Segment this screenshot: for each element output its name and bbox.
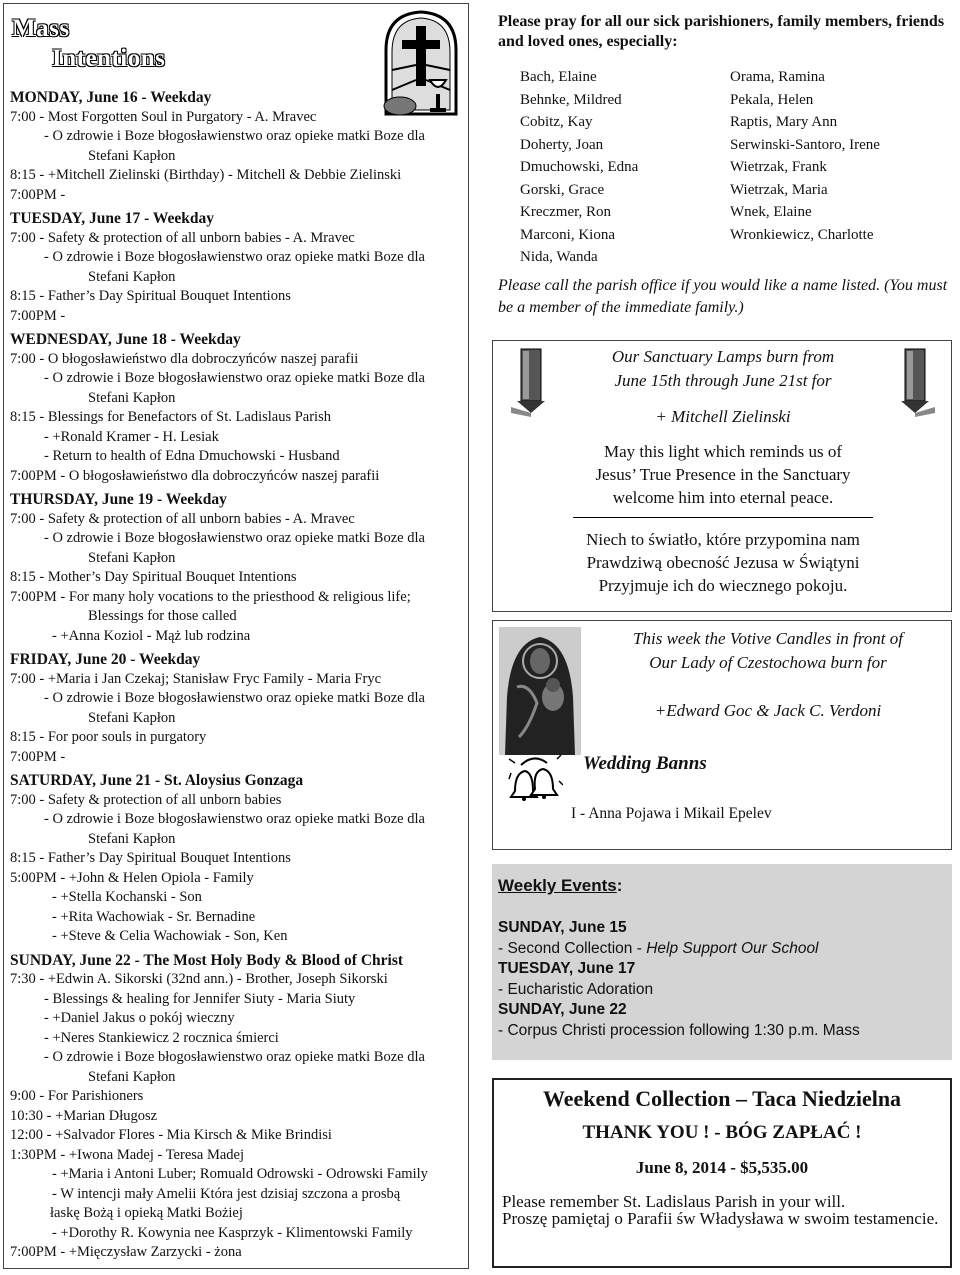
mass-intention-line: 7:00PM - +Mięczysław Zarzycki - żona — [10, 1244, 242, 1260]
event-item — [498, 939, 946, 960]
prayer-name: Gorski, Grace — [520, 181, 605, 198]
lamps-name: + Mitchell Zielinski — [655, 407, 791, 426]
mass-intention-line: - +Stella Kochanski - Son — [52, 889, 202, 905]
mass-intention-line: - +Neres Stankiewicz 2 rocznica śmierci — [44, 1029, 279, 1046]
mass-intention-line: 10:30 - +Marian Długosz — [10, 1107, 158, 1124]
weekly-title-colon: : — [616, 876, 623, 895]
prayer-name: Wronkiewicz, Charlotte — [730, 226, 874, 243]
mass-intention-line: 7:00 - +Maria i Jan Czekaj; Stanisław Fryc Family - Maria Fryc — [10, 670, 382, 687]
event-item: - Eucharistic Adoration — [498, 980, 654, 998]
mass-intention-line: - O zdrowie i Boze błogosławienstwo oraz opieke matki Boze dla — [44, 1049, 425, 1065]
collection-amount: June 8, 2014 - $5,535.00 — [635, 1158, 809, 1177]
prayer-name: Kreczmer, Ron — [520, 204, 612, 220]
collection-will-note — [502, 1193, 942, 1227]
mass-intention-line: 7:00PM - — [10, 748, 66, 765]
mass-intention-line: 7:00PM - For many holy vocations to the priesthood & religious life; — [10, 588, 411, 605]
sanctuary-lamps-box — [492, 340, 952, 612]
votive-candles-box — [492, 620, 952, 850]
weekly-events-list — [498, 918, 946, 1041]
mass-intention-line: łaskę Bożą i opieką Matki Bożiej — [50, 1205, 243, 1221]
votive-line-1: This week the Votive Candles in front of — [633, 629, 903, 648]
mass-intention-line: 12:00 - +Salvador Flores - Mia Kirsch & Mike Brindisi — [10, 1127, 332, 1143]
mass-intention-line: - O zdrowie i Boze błogosławienstwo oraz opieke matki Boze dla — [44, 690, 425, 706]
prayer-name: Wnek, Elaine — [730, 204, 812, 220]
collection-thanks: THANK YOU ! - BÓG ZAPŁAĆ ! — [582, 1122, 862, 1143]
mass-intention-line: - O zdrowie i Boze błogosławienstwo oraz opieke matki Boze dla — [44, 811, 425, 827]
prayer-name: Raptis, Mary Ann — [730, 114, 838, 130]
mass-intention-line: - +Dorothy R. Kowynia nee Kasprzyk - Klimentowski Family — [52, 1224, 413, 1241]
mass-day-heading: SATURDAY, June 21 - St. Aloysius Gonzaga — [10, 772, 304, 789]
mass-intention-line: 9:00 - For Parishioners — [10, 1088, 144, 1104]
mass-intention-line: - O zdrowie i Boze błogosławienstwo oraz opieke matki Boze dla — [44, 249, 425, 265]
lamps-english-1: May this light which reminds us of — [604, 442, 842, 461]
prayer-name: Cobitz, Kay — [520, 114, 593, 130]
event-day: TUESDAY, June 17 — [498, 960, 636, 977]
mass-intention-line: Blessings for those called — [88, 608, 237, 624]
mass-intention-line: 7:30 - +Edwin A. Sikorski (32nd ann.) - Brother, Joseph Sikorski — [10, 971, 388, 987]
mass-intention-line: - Blessings & healing for Jennifer Siuty - Maria Siuty — [44, 990, 356, 1007]
lamps-polish-1: Niech to światło, które przypomina nam — [586, 530, 860, 549]
weekly-title-text: Weekly Events — [498, 876, 617, 895]
wedding-bells-icon — [507, 751, 563, 811]
lamps-polish-2: Prawdziwą obecność Jezusa w Świątyni — [586, 553, 860, 572]
mass-intention-line: 8:15 - Father’s Day Spiritual Bouquet Intentions — [10, 850, 291, 866]
votive-names: +Edward Goc & Jack C. Verdoni — [654, 701, 882, 720]
mass-intention-line: Stefani Kapłon — [88, 147, 176, 164]
mass-intention-line: 7:00 - Safety & protection of all unborn babies - A. Mravec — [10, 229, 355, 246]
prayer-name: Nida, Wanda — [520, 249, 598, 265]
mass-intention-line: - O zdrowie i Boze błogosławienstwo oraz opieke matki Boze dla — [44, 530, 425, 546]
prayer-note: Please call the parish office if you would like a name listed. (You must be a member of the immediate family.) — [498, 277, 948, 316]
divider — [573, 517, 873, 518]
will-english: Please remember St. Ladislaus Parish in your will. — [502, 1192, 846, 1211]
mass-intention-line: 7:00 - Most Forgotten Soul in Purgatory - A. Mravec — [10, 108, 317, 125]
mass-intentions-panel — [3, 3, 469, 1269]
mass-intention-line: - +Daniel Jakus o pokój wieczny — [44, 1010, 235, 1026]
mass-intentions-title — [12, 14, 165, 74]
lamps-english-2: Jesus’ True Presence in the Sanctuary — [595, 465, 851, 484]
lamps-polish-3: Przyjmuje ich do wiecznego pokoju. — [598, 576, 848, 595]
prayer-name: Pekala, Helen — [730, 91, 814, 108]
mass-intention-line: - +Steve & Celia Wachowiak - Son, Ken — [52, 928, 288, 944]
votive-line-2: Our Lady of Czestochowa burn for — [649, 653, 887, 672]
mass-intention-line: - +Rita Wachowiak - Sr. Bernadine — [52, 908, 256, 925]
title-line-1: Mass — [12, 15, 70, 42]
prayer-names-column-2 — [730, 66, 880, 246]
mass-intention-line: 8:15 - Mother’s Day Spiritual Bouquet Intentions — [10, 569, 297, 585]
mass-intention-line: 7:00PM - O błogosławieństwo dla dobroczyńców naszej parafii — [10, 467, 380, 484]
mass-intention-line: - Return to health of Edna Dmuchowski - Husband — [44, 448, 340, 464]
title-line-2: Intentions — [52, 45, 166, 72]
prayer-names-column-1 — [520, 66, 638, 269]
mass-intention-line: - +Maria i Antoni Luber; Romuald Odrowski - Odrowski Family — [52, 1166, 428, 1182]
weekly-events-box — [492, 864, 952, 1060]
event-text: - Second Collection - — [498, 939, 647, 957]
prayer-name: Marconi, Kiona — [520, 226, 615, 243]
mass-intention-line: 7:00PM - — [10, 186, 66, 203]
mass-day-heading: SUNDAY, June 22 - The Most Holy Body & Blood of Christ — [10, 951, 404, 969]
mass-intention-line: Stefani Kapłon — [88, 1068, 176, 1085]
mass-intention-line: 1:30PM - +Iwona Madej - Teresa Madej — [10, 1146, 245, 1163]
mass-intention-line: Stefani Kapłon — [88, 549, 176, 566]
lamps-line-1: Our Sanctuary Lamps burn from — [611, 347, 835, 366]
weekly-events-title — [498, 876, 622, 897]
prayer-name: Doherty, Joan — [520, 136, 604, 153]
weekend-collection-box — [492, 1078, 952, 1268]
prayer-name: Wietrzak, Maria — [730, 181, 828, 198]
mass-intention-line: Stefani Kapłon — [88, 268, 176, 285]
mass-schedule — [10, 84, 468, 1263]
mass-intention-line: 7:00 - Safety & protection of all unborn babies — [10, 791, 282, 808]
prayer-name: Behnke, Mildred — [520, 91, 622, 108]
prayer-name: Serwinski-Santoro, Irene — [730, 136, 880, 153]
mass-intention-line: 8:15 - For poor souls in purgatory — [10, 729, 207, 745]
mass-intention-line: Stefani Kapłon — [88, 389, 176, 406]
mass-intention-line: 8:15 - +Mitchell Zielinski (Birthday) - Mitchell & Debbie Zielinski — [10, 167, 402, 183]
will-polish: Proszę pamiętaj o Parafii św Władysława w swoim testamencie. — [502, 1209, 939, 1228]
mass-intention-line: - W intencji mały Amelii Która jest dzisiaj szczona a prosbą — [52, 1185, 401, 1202]
mass-intention-line: Stefani Kapłon — [88, 830, 176, 847]
mass-day-heading: THURSDAY, June 19 - Weekday — [10, 491, 227, 508]
event-day: SUNDAY, June 15 — [498, 919, 627, 936]
our-lady-icon — [499, 627, 581, 755]
mass-day-heading: TUESDAY, June 17 - Weekday — [10, 210, 214, 227]
lamps-line-2: June 15th through June 21st for — [614, 371, 832, 390]
mass-intention-line: 7:00PM - — [10, 307, 66, 324]
mass-day-heading: FRIDAY, June 20 - Weekday — [10, 651, 201, 668]
mass-intention-line: - O zdrowie i Boze błogosławienstwo oraz opieke matki Boze dla — [44, 128, 425, 144]
wedding-banns-entry: I - Anna Pojawa i Mikail Epelev — [571, 805, 772, 822]
event-day: SUNDAY, June 22 — [498, 1001, 627, 1018]
mass-intention-line: Stefani Kapłon — [88, 709, 176, 726]
prayer-name: Wietrzak, Frank — [730, 159, 827, 175]
mass-day-heading: MONDAY, June 16 - Weekday — [10, 89, 212, 106]
mass-intention-line: 8:15 - Blessings for Benefactors of St. Ladislaus Parish — [10, 409, 331, 425]
lamps-english-3: welcome him into eternal peace. — [612, 488, 834, 507]
wedding-banns-title: Wedding Banns — [583, 753, 707, 774]
prayer-name: Dmuchowski, Edna — [520, 159, 639, 175]
event-text-italic: Help Support Our School — [646, 939, 819, 957]
mass-intention-line: - +Ronald Kramer - H. Lesiak — [44, 428, 219, 445]
mass-intention-line: - +Anna Koziol - Mąż lub rodzina — [52, 627, 251, 644]
mass-intention-line: 7:00 - O błogosławieństwo dla dobroczyńców naszej parafii — [10, 350, 359, 367]
prayer-heading: Please pray for all our sick parishioners, family members, friends and loved ones, especially: — [498, 13, 945, 50]
prayer-name: Orama, Ramina — [730, 69, 825, 85]
mass-intention-line: - O zdrowie i Boze błogosławienstwo oraz opieke matki Boze dla — [44, 370, 425, 386]
mass-intention-line: 8:15 - Father’s Day Spiritual Bouquet Intentions — [10, 288, 291, 304]
mass-day-heading: WEDNESDAY, June 18 - Weekday — [10, 331, 241, 348]
mass-intention-line: 5:00PM - +John & Helen Opiola - Family — [10, 869, 254, 886]
prayer-name: Bach, Elaine — [520, 69, 597, 85]
mass-intention-line: 7:00 - Safety & protection of all unborn babies - A. Mravec — [10, 510, 355, 527]
collection-title: Weekend Collection – Taca Niedzielna — [542, 1086, 902, 1111]
event-item: - Corpus Christi procession following 1:30 p.m. Mass — [498, 1021, 860, 1039]
